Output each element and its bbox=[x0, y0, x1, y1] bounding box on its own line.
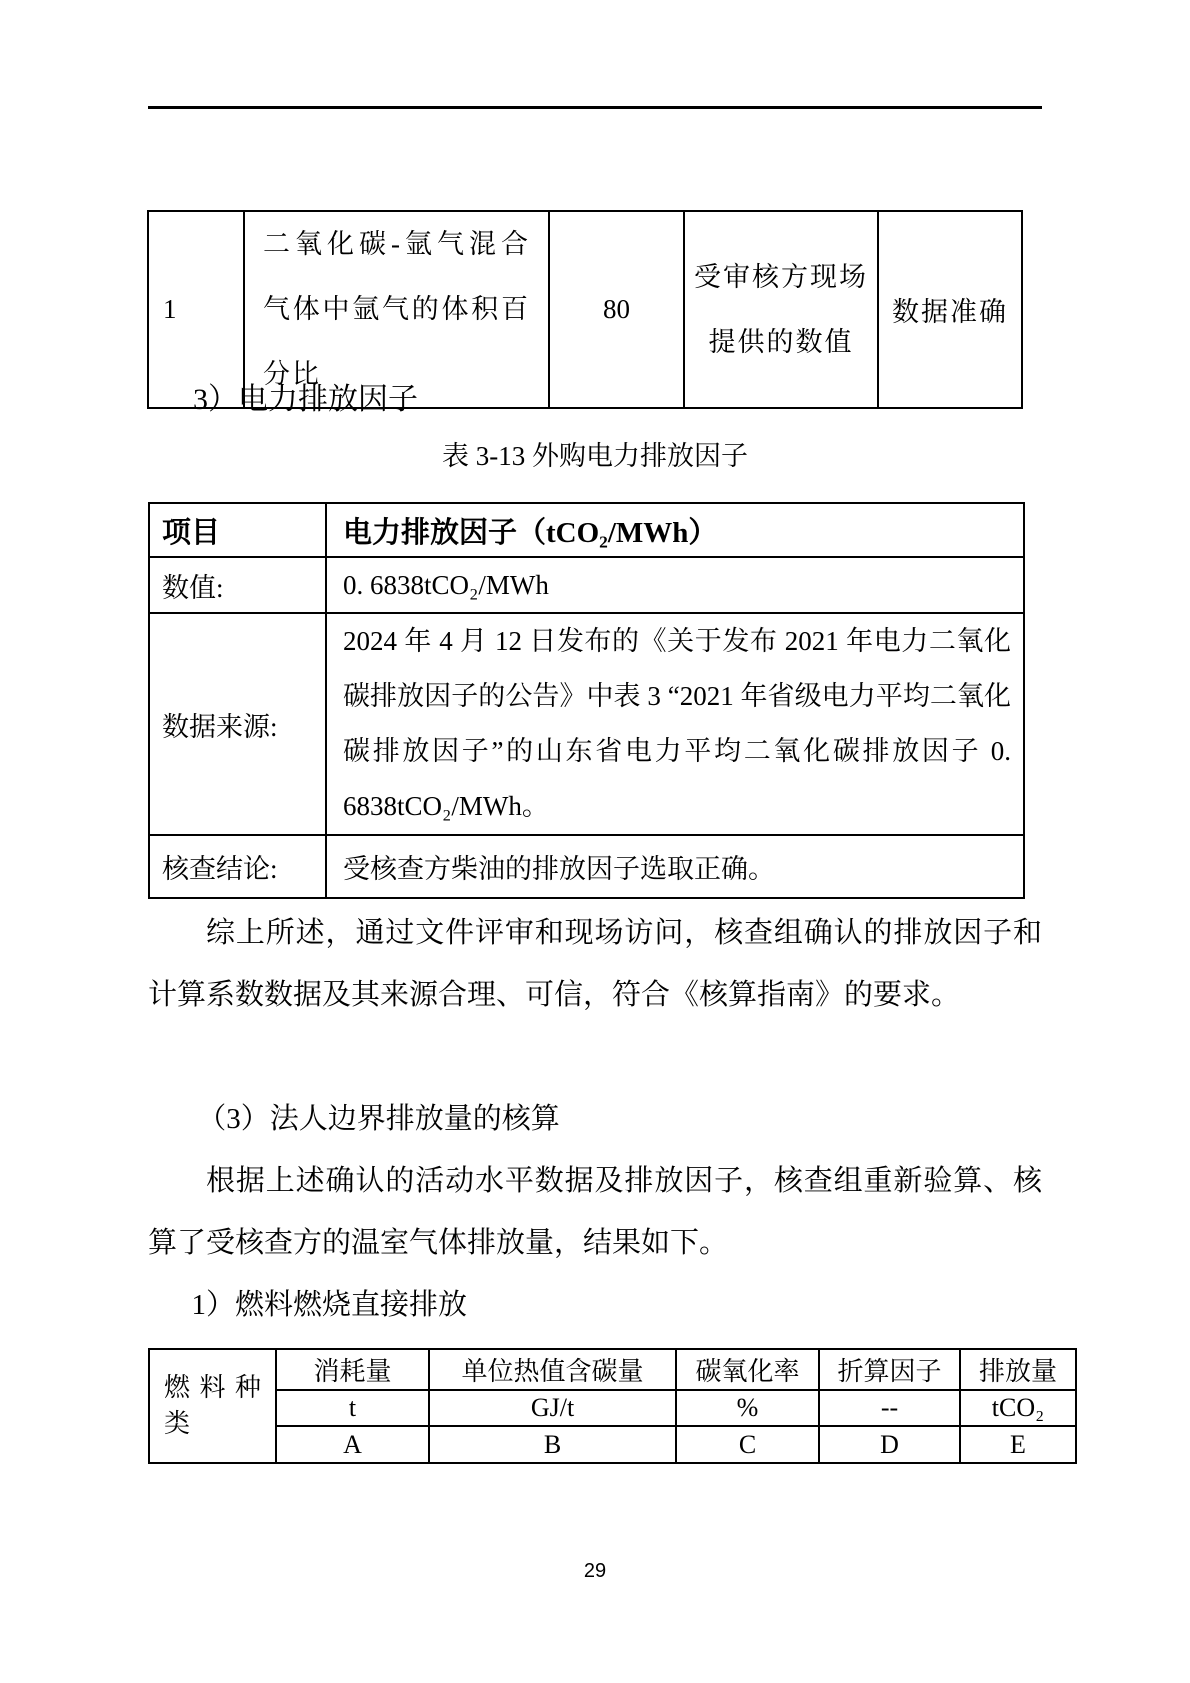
table-caption: 表 3-13 外购电力排放因子 bbox=[442, 441, 748, 471]
unit-cell: t bbox=[276, 1390, 429, 1426]
header-value-cell: 电力排放因子（tCO₂/MWh） bbox=[326, 503, 1024, 557]
heading-power-emission-factor: 3）电力排放因子 bbox=[193, 383, 418, 416]
value-cell: 80 bbox=[549, 211, 684, 408]
code-cell: D bbox=[819, 1426, 960, 1463]
unit-cell: -- bbox=[819, 1390, 960, 1426]
table-codes-row bbox=[149, 1426, 1076, 1463]
header-cell: 折算因子 bbox=[819, 1349, 960, 1390]
value-label-cell: 数值: bbox=[149, 557, 326, 613]
code-cell: E bbox=[960, 1426, 1076, 1463]
parameter-cell: 二氧化碳-氩气混合气体中氩气的体积百分比 bbox=[244, 211, 549, 408]
unit-cell: tCO₂ bbox=[960, 1390, 1076, 1426]
header-cell: 单位热值含碳量 bbox=[429, 1349, 676, 1390]
table-header-row bbox=[149, 1349, 1076, 1390]
fuel-emission-table bbox=[148, 1348, 1077, 1464]
source-label-cell: 数据来源: bbox=[149, 613, 326, 835]
table-row bbox=[149, 503, 1024, 557]
source-text-cell: 2024 年 4 月 12 日发布的《关于发布 2021 年电力二氧化碳排放因子的公告》中表 3 “2021 年省级电力平均二氧化碳排放因子”的山东省电力平均二氧化碳排放因子 0. 6838tCO₂/MWh。 bbox=[326, 613, 1024, 835]
code-cell: C bbox=[676, 1426, 819, 1463]
code-cell: B bbox=[429, 1426, 676, 1463]
value-cell: 0. 6838tCO₂/MWh bbox=[326, 557, 1024, 613]
table-row bbox=[149, 613, 1024, 835]
paragraph-recalculation: 根据上述确认的活动水平数据及排放因子，核查组重新验算、核算了受核查方的温室气体排放量，结果如下。 bbox=[148, 1165, 1042, 1259]
table-units-row bbox=[149, 1390, 1076, 1426]
header-cell: 排放量 bbox=[960, 1349, 1076, 1390]
conclusion-label-cell: 核查结论: bbox=[149, 835, 326, 898]
header-label-cell: 项目 bbox=[149, 503, 326, 557]
heading-legal-boundary: （3）法人边界排放量的核算 bbox=[197, 1103, 560, 1135]
fuel-type-label: 燃料种类 bbox=[164, 1373, 261, 1438]
row-index-cell: 1 bbox=[148, 211, 244, 408]
unit-cell: % bbox=[676, 1390, 819, 1426]
header-rule bbox=[148, 106, 1042, 109]
header-cell: 消耗量 bbox=[276, 1349, 429, 1390]
conclusion-text-cell: 受核查方柴油的排放因子选取正确。 bbox=[326, 835, 1024, 898]
table-row bbox=[149, 835, 1024, 898]
conclusion-cell: 数据准确 bbox=[878, 211, 1022, 408]
unit-cell: GJ/t bbox=[429, 1390, 676, 1426]
fuel-type-cell bbox=[149, 1349, 276, 1463]
header-cell: 碳氧化率 bbox=[676, 1349, 819, 1390]
source-cell: 受审核方现场提供的数值 bbox=[684, 211, 878, 408]
page-number: 29 bbox=[583, 1560, 607, 1582]
power-factor-table bbox=[148, 502, 1025, 899]
paragraph-summary: 综上所述，通过文件评审和现场访问，核查组确认的排放因子和计算系数数据及其来源合理、可信，符合《核算指南》的要求。 bbox=[148, 917, 1042, 1011]
heading-fuel-combustion: 1）燃料燃烧直接排放 bbox=[191, 1289, 468, 1321]
table-row bbox=[149, 557, 1024, 613]
code-cell: A bbox=[276, 1426, 429, 1463]
